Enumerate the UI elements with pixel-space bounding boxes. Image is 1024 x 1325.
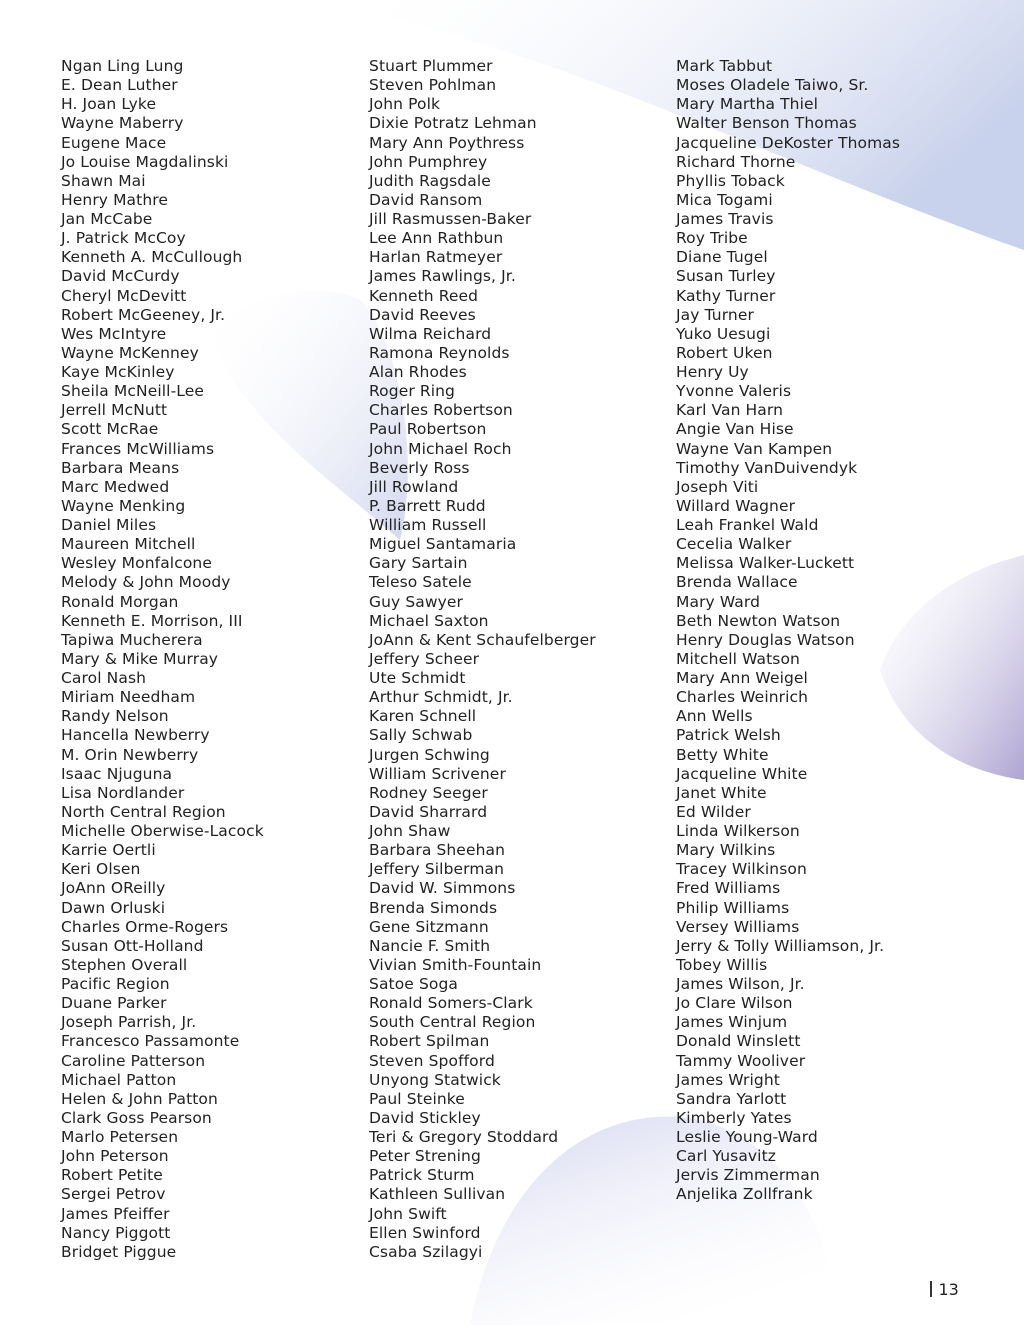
donor-name: Dawn Orluski: [61, 898, 166, 917]
donor-name: Ronald Morgan: [61, 592, 179, 611]
donor-name: Beverly Ross: [369, 458, 470, 477]
donor-name: Carol Nash: [61, 669, 147, 687]
donor-name: John Pumphrey: [369, 152, 488, 171]
donor-name: Barbara Sheehan: [369, 841, 506, 860]
donor-name: David Reeves: [369, 305, 476, 324]
donor-name: Jay Turner: [676, 305, 754, 324]
donor-name: North Central Region: [61, 802, 226, 821]
donor-name: Mica Togami: [676, 190, 773, 209]
donor-name: David Sharrard: [369, 802, 488, 821]
donor-name: Richard Thorne: [676, 152, 796, 171]
donor-name: Willard Wagner: [676, 496, 796, 515]
donor-name: Wayne Maberry: [61, 114, 184, 133]
donor-name: Jacqueline DeKoster Thomas: [676, 133, 901, 152]
donor-name: Patrick Welsh: [676, 726, 781, 745]
donor-name: Ed Wilder: [676, 802, 751, 821]
donor-name: Kathy Turner: [676, 286, 776, 305]
donor-name: Miriam Needham: [61, 688, 196, 707]
donor-name: Susan Turley: [676, 267, 776, 286]
donor-name: Sergei Petrov: [61, 1185, 166, 1204]
donor-name: Csaba Szilagyi: [369, 1242, 483, 1261]
donor-name: David McCurdy: [61, 267, 180, 286]
donor-name: Mary Ann Weigel: [676, 669, 808, 687]
donor-name: Mary Martha Thiel: [676, 95, 819, 114]
donor-name: Sally Schwab: [369, 726, 473, 745]
donor-name: Robert Spilman: [369, 1032, 490, 1051]
donor-name: Marc Medwed: [61, 477, 170, 496]
donor-name: John Michael Roch: [369, 439, 512, 458]
donor-name: Bridget Piggue: [61, 1242, 177, 1261]
donor-name: Pacific Region: [61, 975, 170, 993]
donor-name: William Scrivener: [369, 764, 506, 783]
donor-name: Robert Uken: [676, 343, 773, 362]
name-column-1: [61, 57, 264, 1262]
donor-name: Steven Pohlman: [369, 76, 497, 95]
donor-name: Karl Van Harn: [676, 401, 784, 420]
donor-name: Leslie Young-Ward: [676, 1128, 818, 1146]
donor-name: Tapiwa Mucherera: [61, 630, 203, 649]
name-column-3: [676, 57, 900, 1205]
donor-name: Melissa Walker-Luckett: [676, 554, 855, 573]
donor-name: Duane Parker: [61, 994, 167, 1013]
donor-name: Gary Sartain: [369, 554, 468, 573]
donor-name: Maureen Mitchell: [61, 535, 196, 554]
donor-name: Teleso Satele: [369, 573, 472, 592]
donor-name: Mary & Mike Murray: [61, 649, 219, 668]
donor-name: Karen Schnell: [369, 707, 477, 726]
donor-name: Michael Patton: [61, 1070, 177, 1089]
donor-name: Lee Ann Rathbun: [369, 229, 504, 248]
donor-name: Michelle Oberwise-Lacock: [61, 822, 264, 840]
donor-name: JoAnn OReilly: [61, 879, 166, 898]
donor-name: Jill Rasmussen-Baker: [369, 210, 532, 228]
donor-name: H. Joan Lyke: [61, 95, 157, 114]
donor-name: Satoe Soga: [369, 975, 459, 993]
donor-name: Roger Ring: [369, 382, 455, 401]
donor-name: Dixie Potratz Lehman: [369, 114, 537, 133]
donor-name: Paul Steinke: [369, 1089, 465, 1108]
name-column-2: [369, 57, 596, 1262]
donor-name: Jeffery Silberman: [369, 860, 505, 879]
donor-name: Angie Van Hise: [676, 420, 794, 439]
donor-name: Donald Winslett: [676, 1032, 801, 1051]
donor-name: M. Orin Newberry: [61, 745, 199, 764]
donor-name: Judith Ragsdale: [369, 171, 491, 190]
page-number: [930, 1280, 959, 1299]
donor-name: Cecelia Walker: [676, 535, 792, 554]
donor-name: Tammy Wooliver: [676, 1051, 806, 1070]
donor-name: Kimberly Yates: [676, 1108, 792, 1127]
donor-name: Stuart Plummer: [369, 57, 493, 75]
donor-name: David W. Simmons: [369, 879, 516, 898]
donor-name: Mary Wilkins: [676, 841, 776, 860]
donor-name: James Pfeiffer: [61, 1204, 170, 1223]
donor-name: Charles Orme-Rogers: [61, 917, 229, 936]
donor-name: Sheila McNeill-Lee: [61, 382, 205, 401]
donor-name: Rodney Seeger: [369, 783, 488, 802]
donor-name: James Wright: [676, 1070, 780, 1089]
donor-name: Ute Schmidt: [369, 669, 466, 687]
donor-name: David Ransom: [369, 190, 483, 209]
donor-name: John Shaw: [369, 822, 451, 840]
donor-name: Hancella Newberry: [61, 726, 210, 745]
donor-name: Arthur Schmidt, Jr.: [369, 688, 513, 707]
donor-name: William Russell: [369, 516, 487, 534]
donor-name: Scott McRae: [61, 420, 159, 439]
donor-name: JoAnn & Kent Schaufelberger: [369, 630, 596, 649]
donor-name: Linda Wilkerson: [676, 822, 800, 840]
donor-name: Helen & John Patton: [61, 1089, 218, 1108]
donor-name: Kenneth E. Morrison, III: [61, 611, 243, 630]
donor-name: James Travis: [676, 210, 774, 228]
donor-name: Cheryl McDevitt: [61, 286, 187, 305]
donor-name: Tracey Wilkinson: [676, 860, 807, 879]
donor-name: Michael Saxton: [369, 611, 489, 630]
donor-name: Gene Sitzmann: [369, 917, 489, 936]
donor-name: Steven Spofford: [369, 1051, 495, 1070]
donor-name: J. Patrick McCoy: [61, 229, 186, 248]
donor-name: John Peterson: [61, 1147, 169, 1166]
donor-name: John Polk: [369, 95, 441, 114]
donor-name: Timothy VanDuivendyk: [676, 458, 858, 477]
donor-name: Unyong Statwick: [369, 1070, 501, 1089]
donor-name: Lisa Nordlander: [61, 783, 185, 802]
donor-name: Jurgen Schwing: [369, 745, 490, 764]
donor-name: Phyllis Toback: [676, 171, 785, 190]
right-leaf-shape: [880, 555, 1024, 780]
donor-name: Nancy Piggott: [61, 1223, 171, 1242]
donor-name: Guy Sawyer: [369, 592, 464, 611]
donor-name: Robert McGeeney, Jr.: [61, 305, 226, 324]
donor-name: Isaac Njuguna: [61, 764, 173, 783]
donor-name: Jill Rowland: [369, 477, 459, 496]
donor-name: Tobey Willis: [676, 955, 768, 974]
donor-name: Mary Ann Poythress: [369, 133, 525, 152]
donor-name: Wilma Reichard: [369, 324, 492, 343]
donor-name: Wayne McKenney: [61, 343, 199, 362]
donor-name: Karrie Oertli: [61, 841, 156, 860]
donor-name: Shawn Mai: [61, 171, 146, 190]
donor-name: Charles Weinrich: [676, 688, 809, 707]
donor-name: E. Dean Luther: [61, 76, 178, 95]
donor-name: Jervis Zimmerman: [676, 1166, 820, 1185]
donor-name: Frances McWilliams: [61, 439, 215, 458]
donor-name: Caroline Patterson: [61, 1051, 206, 1070]
donor-name: Ellen Swinford: [369, 1223, 481, 1242]
donor-name: Charles Robertson: [369, 401, 513, 420]
donor-name: Wayne Van Kampen: [676, 439, 833, 458]
donor-name: P. Barrett Rudd: [369, 496, 486, 515]
donor-name: Fred Williams: [676, 879, 781, 898]
donor-name: Jerry & Tolly Williamson, Jr.: [676, 936, 885, 955]
donor-name: Beth Newton Watson: [676, 611, 841, 630]
donor-name: Henry Uy: [676, 363, 749, 381]
donor-name: South Central Region: [369, 1013, 536, 1032]
donor-name: Philip Williams: [676, 898, 790, 917]
donor-name: James Winjum: [676, 1013, 788, 1032]
donor-name: Carl Yusavitz: [676, 1147, 777, 1166]
donor-name: Kenneth A. McCullough: [61, 248, 243, 267]
page-number-divider: [930, 1281, 932, 1297]
donor-name: Mitchell Watson: [676, 649, 800, 668]
donor-name: Ann Wells: [676, 707, 753, 726]
donor-name: Susan Ott-Holland: [61, 936, 204, 955]
donor-name: James Rawlings, Jr.: [369, 267, 516, 286]
donor-name: Patrick Sturm: [369, 1166, 475, 1185]
donor-name: Henry Mathre: [61, 190, 169, 209]
donor-name: Diane Tugel: [676, 248, 768, 267]
donor-name: Brenda Simonds: [369, 898, 498, 917]
donor-name: Mary Ward: [676, 592, 761, 611]
donor-name: Versey Williams: [676, 917, 800, 936]
donor-name: Peter Strening: [369, 1147, 481, 1166]
donor-name: David Stickley: [369, 1108, 481, 1127]
donor-name: Sandra Yarlott: [676, 1089, 787, 1108]
donor-name: Janet White: [676, 783, 767, 802]
donor-name: Eugene Mace: [61, 133, 167, 152]
donor-name: Marlo Petersen: [61, 1128, 179, 1146]
donor-name: Kenneth Reed: [369, 286, 479, 305]
donor-name: Wayne Menking: [61, 496, 186, 515]
donor-name: Clark Goss Pearson: [61, 1108, 212, 1127]
donor-name: Jo Clare Wilson: [676, 994, 793, 1013]
donor-name: Kaye McKinley: [61, 363, 175, 381]
donor-name: Daniel Miles: [61, 516, 157, 534]
donor-name: Stephen Overall: [61, 955, 188, 974]
donor-name: Joseph Viti: [676, 477, 759, 496]
donor-name: Ngan Ling Lung: [61, 57, 184, 75]
donor-name: Henry Douglas Watson: [676, 630, 855, 649]
donor-name: Betty White: [676, 745, 769, 764]
page-number-value: 13: [938, 1280, 959, 1299]
donor-name: Jo Louise Magdalinski: [61, 152, 229, 171]
donor-name: Joseph Parrish, Jr.: [61, 1013, 197, 1032]
donor-name: Paul Robertson: [369, 420, 487, 439]
donor-name: Francesco Passamonte: [61, 1032, 240, 1051]
donor-name: Anjelika Zollfrank: [676, 1185, 813, 1204]
donor-name: James Wilson, Jr.: [676, 975, 805, 993]
donor-name: Yuko Uesugi: [676, 324, 771, 343]
donor-name: Jeffery Scheer: [369, 649, 480, 668]
donor-name: Yvonne Valeris: [676, 382, 792, 401]
donor-name: Robert Petite: [61, 1166, 163, 1185]
donor-name: Vivian Smith-Fountain: [369, 955, 542, 974]
donor-name: John Swift: [369, 1204, 447, 1223]
donor-name: Leah Frankel Wald: [676, 516, 819, 534]
donor-name: Jan McCabe: [61, 210, 153, 228]
donor-name: Ramona Reynolds: [369, 343, 510, 362]
donor-name: Barbara Means: [61, 458, 180, 477]
donor-name: Nancie F. Smith: [369, 936, 491, 955]
donor-name: Keri Olsen: [61, 860, 141, 879]
donor-name: Miguel Santamaria: [369, 535, 517, 554]
donor-name: Harlan Ratmeyer: [369, 248, 503, 267]
donor-name: Kathleen Sullivan: [369, 1185, 506, 1204]
donor-name: Randy Nelson: [61, 707, 169, 726]
donor-name: Moses Oladele Taiwo, Sr.: [676, 76, 869, 95]
donor-name: Brenda Wallace: [676, 573, 798, 592]
donor-name: Jerrell McNutt: [61, 401, 168, 420]
donor-name: Wes McIntyre: [61, 324, 167, 343]
donor-name: Walter Benson Thomas: [676, 114, 857, 133]
donor-name: Melody & John Moody: [61, 573, 231, 592]
donor-name: Wesley Monfalcone: [61, 554, 212, 573]
donor-name: Ronald Somers-Clark: [369, 994, 533, 1013]
donor-name: Alan Rhodes: [369, 363, 467, 381]
donor-name: Jacqueline White: [676, 764, 808, 783]
donor-name: Teri & Gregory Stoddard: [369, 1128, 559, 1146]
donor-name: Mark Tabbut: [676, 57, 773, 75]
donor-name: Roy Tribe: [676, 229, 748, 248]
